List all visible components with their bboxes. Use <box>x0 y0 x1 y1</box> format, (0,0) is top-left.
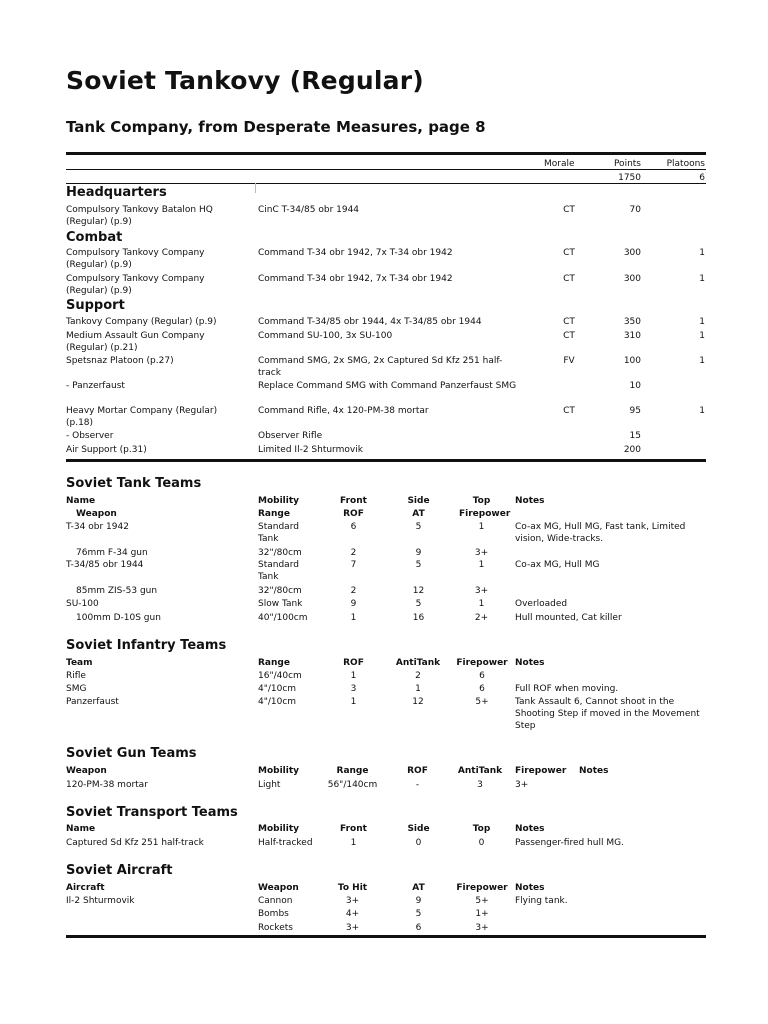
aircraft-header: Weapon <box>258 883 299 893</box>
transport-teams-cell: 0 <box>478 838 485 848</box>
gun-teams-header: Notes <box>579 766 609 776</box>
aircraft-cell: 3+ <box>345 923 360 933</box>
tank-teams-subheader: AT <box>412 509 425 519</box>
aircraft-cell: 1+ <box>475 909 489 919</box>
tank-teams-header: Notes <box>515 496 545 506</box>
gun-teams-header: AntiTank <box>457 766 503 776</box>
tank-teams-cell: T-34 obr 1942 <box>66 522 129 532</box>
tank-teams-subheader: Weapon <box>76 509 117 519</box>
unit-name: Heavy Mortar Company (Regular) (p.18) <box>66 406 218 428</box>
tank-teams-title: Soviet Tank Teams <box>66 476 202 491</box>
transport-teams-header: Notes <box>515 824 545 834</box>
aircraft-cell: 3+ <box>345 896 360 906</box>
tank-teams-header: Top <box>472 496 491 506</box>
tank-teams-cell: 16 <box>412 613 425 623</box>
unit-morale: CT <box>563 248 575 258</box>
infantry-teams-cell: 6 <box>479 671 485 681</box>
roster-end-rule <box>66 459 706 462</box>
aircraft-header: AT <box>412 883 425 893</box>
gun-teams-cell: 3 <box>477 780 483 790</box>
tank-teams-cell: 6 <box>350 522 357 532</box>
total-platoons: 6 <box>699 173 705 183</box>
unit-points: 100 <box>623 356 641 366</box>
tank-teams-subheader: Range <box>258 509 290 519</box>
infantry-teams-header: ROF <box>343 658 364 668</box>
tank-teams-cell: 1 <box>478 560 485 570</box>
tank-teams-cell: 3+ <box>474 586 489 596</box>
unit-name: Tankovy Company (Regular) (p.9) <box>66 317 217 327</box>
tank-teams-cell: T-34/85 obr 1944 <box>66 560 144 570</box>
unit-platoons: 1 <box>699 317 705 327</box>
tank-teams-header: Name <box>66 496 96 506</box>
tank-teams-subheader: ROF <box>343 509 364 519</box>
gun-teams-header: Firepower <box>515 766 567 776</box>
aircraft-cell: Bombs <box>258 909 289 919</box>
unit-morale: CT <box>563 331 575 341</box>
infantry-teams-cell: 4"/10cm <box>258 697 297 707</box>
aircraft-header: Firepower <box>456 883 508 893</box>
unit-platoons: 1 <box>699 406 705 416</box>
tank-teams-cell: 2+ <box>474 613 489 623</box>
unit-points: 200 <box>623 445 641 455</box>
tank-teams-cell: Hull mounted, Cat killer <box>515 613 622 623</box>
tank-teams-cell: Co-ax MG, Hull MG <box>515 560 600 570</box>
tank-teams-cell: 85mm ZIS-53 gun <box>76 586 158 596</box>
infantry-teams-cell: 1 <box>350 671 357 681</box>
infantry-teams-header: Team <box>66 658 93 668</box>
unit-points: 15 <box>629 431 641 441</box>
infantry-teams-cell: 3 <box>350 684 357 694</box>
aircraft-cell: Flying tank. <box>515 896 568 906</box>
page-subtitle: Tank Company, from Desperate Measures, page 8 <box>66 118 486 136</box>
unit-morale: CT <box>563 274 575 284</box>
unit-points: 10 <box>629 381 641 391</box>
unit-platoons: 1 <box>699 248 705 258</box>
gun-teams-cell: 56"/140cm <box>327 780 378 790</box>
gun-teams-title: Soviet Gun Teams <box>66 746 197 761</box>
infantry-teams-cell: 5+ <box>475 697 489 707</box>
tank-teams-cell: 40"/100cm <box>258 613 308 623</box>
infantry-teams-title: Soviet Infantry Teams <box>66 638 227 653</box>
unit-points: 310 <box>623 331 641 341</box>
unit-detail: Command T-34 obr 1942, 7x T-34 obr 1942 <box>258 274 453 284</box>
unit-name: Compulsory Tankovy Company (Regular) (p.9) <box>66 248 205 270</box>
tank-teams-cell: 2 <box>350 548 357 558</box>
tank-teams-header: Mobility <box>258 496 300 506</box>
infantry-teams-cell: SMG <box>66 684 87 694</box>
unit-morale: CT <box>563 205 575 215</box>
unit-name: - Panzerfaust <box>66 381 125 391</box>
unit-points: 300 <box>623 248 641 258</box>
unit-name: Compulsory Tankovy Company (Regular) (p.9) <box>66 274 205 296</box>
tank-teams-header: Side <box>407 496 430 506</box>
tank-teams-header: Front <box>340 496 367 506</box>
unit-detail: Observer Rifle <box>258 431 323 441</box>
unit-points: 300 <box>623 274 641 284</box>
aircraft-cell: 6 <box>415 923 422 933</box>
transport-teams-cell: Passenger-fired hull MG. <box>515 838 624 848</box>
transport-teams-cell: 1 <box>350 838 357 848</box>
tank-teams-cell: 76mm F-34 gun <box>76 548 148 558</box>
tank-teams-cell: Standard Tank <box>258 522 299 544</box>
section-heading-support: Support <box>66 298 125 313</box>
infantry-teams-cell: Full ROF when moving. <box>515 684 619 694</box>
gun-teams-header: Mobility <box>258 766 300 776</box>
unit-name: Spetsnaz Platoon (p.27) <box>66 356 174 366</box>
infantry-teams-header: Notes <box>515 658 545 668</box>
unit-morale: CT <box>563 317 575 327</box>
gun-teams-cell: Light <box>258 780 281 790</box>
infantry-teams-cell: 1 <box>350 697 357 707</box>
transport-teams-cell: Captured Sd Kfz 251 half-track <box>66 838 204 848</box>
section-heading-combat: Combat <box>66 230 123 245</box>
section-heading-headquarters: Headquarters <box>66 185 167 200</box>
unit-points: 70 <box>629 205 641 215</box>
header-platoons: Platoons <box>666 159 705 169</box>
transport-teams-cell: 0 <box>415 838 422 848</box>
unit-morale: FV <box>563 356 575 366</box>
infantry-teams-cell: 12 <box>412 697 424 707</box>
tank-teams-cell: Overloaded <box>515 599 568 609</box>
tank-teams-cell: 1 <box>478 522 485 532</box>
gun-teams-header: Range <box>336 766 369 776</box>
aircraft-title: Soviet Aircraft <box>66 863 173 878</box>
unit-name: Medium Assault Gun Company (Regular) (p.21) <box>66 331 205 353</box>
tank-teams-cell: 5 <box>415 560 422 570</box>
unit-points: 95 <box>629 406 641 416</box>
page-title: Soviet Tankovy (Regular) <box>66 66 424 95</box>
aircraft-header: To Hit <box>337 883 368 893</box>
infantry-teams-header: Range <box>258 658 290 668</box>
infantry-teams-cell: 1 <box>415 684 421 694</box>
gun-teams-cell: - <box>415 780 420 790</box>
header-divider <box>66 169 706 170</box>
tank-teams-cell: SU-100 <box>66 599 99 609</box>
infantry-teams-cell: Rifle <box>66 671 86 681</box>
tank-teams-subheader: Firepower <box>459 509 511 519</box>
infantry-teams-cell: Panzerfaust <box>66 697 119 707</box>
unit-detail: Command SU-100, 3x SU-100 <box>258 331 393 341</box>
aircraft-header: Notes <box>515 883 545 893</box>
aircraft-cell: 5 <box>415 909 422 919</box>
column-divider <box>255 183 256 193</box>
unit-detail: Limited Il-2 Shturmovik <box>258 445 363 455</box>
unit-points: 350 <box>623 317 641 327</box>
tank-teams-cell: 12 <box>412 586 425 596</box>
total-points: 1750 <box>618 173 641 183</box>
tank-teams-cell: Standard Tank <box>258 560 299 582</box>
tank-teams-cell: 1 <box>350 613 357 623</box>
transport-teams-title: Soviet Transport Teams <box>66 805 238 820</box>
unit-name: Air Support (p.31) <box>66 445 147 455</box>
bottom-rule <box>66 935 706 938</box>
unit-detail: Command T-34 obr 1942, 7x T-34 obr 1942 <box>258 248 453 258</box>
aircraft-cell: 9 <box>415 896 422 906</box>
header-points: Points <box>613 159 641 169</box>
aircraft-header: Aircraft <box>66 883 105 893</box>
tank-teams-cell: 3+ <box>474 548 489 558</box>
unit-platoons: 1 <box>699 331 705 341</box>
tank-teams-cell: 9 <box>415 548 422 558</box>
infantry-teams-header: Firepower <box>456 658 508 668</box>
unit-detail: Command SMG, 2x SMG, 2x Captured Sd Kfz 251 half-track <box>258 356 503 378</box>
aircraft-cell: Cannon <box>258 896 293 906</box>
header-morale: Morale <box>544 159 575 169</box>
aircraft-cell: 5+ <box>475 896 489 906</box>
transport-teams-header: Front <box>340 824 367 834</box>
totals-divider <box>66 183 706 184</box>
unit-detail: Replace Command SMG with Command Panzerfaust SMG <box>258 381 517 391</box>
tank-teams-cell: Slow Tank <box>258 599 303 609</box>
tank-teams-cell: 5 <box>415 522 422 532</box>
tank-teams-cell: 100mm D-10S gun <box>76 613 161 623</box>
unit-platoons: 1 <box>699 274 705 284</box>
unit-detail: Command Rifle, 4x 120-PM-38 mortar <box>258 406 429 416</box>
unit-detail: Command T-34/85 obr 1944, 4x T-34/85 obr 1944 <box>258 317 482 327</box>
infantry-teams-header: AntiTank <box>395 658 441 668</box>
tank-teams-cell: 1 <box>478 599 485 609</box>
tank-teams-cell: 32"/80cm <box>258 586 302 596</box>
tank-teams-cell: 5 <box>415 599 422 609</box>
unit-morale: CT <box>563 406 575 416</box>
aircraft-cell: Il-2 Shturmovik <box>66 896 135 906</box>
aircraft-cell: Rockets <box>258 923 293 933</box>
unit-name: - Observer <box>66 431 114 441</box>
tank-teams-cell: Co-ax MG, Hull MG, Fast tank, Limited vision, Wide-tracks. <box>515 522 686 544</box>
transport-teams-cell: Half-tracked <box>258 838 313 848</box>
gun-teams-cell: 120-PM-38 mortar <box>66 780 148 790</box>
unit-name: Compulsory Tankovy Batalon HQ (Regular) (p.9) <box>66 205 213 227</box>
infantry-teams-cell: 2 <box>415 671 421 681</box>
tank-teams-cell: 2 <box>350 586 357 596</box>
unit-platoons: 1 <box>699 356 705 366</box>
aircraft-cell: 4+ <box>345 909 360 919</box>
infantry-teams-cell: 16"/40cm <box>258 671 302 681</box>
tank-teams-cell: 32"/80cm <box>258 548 302 558</box>
gun-teams-cell: 3+ <box>515 780 529 790</box>
infantry-teams-cell: 6 <box>479 684 485 694</box>
infantry-teams-cell: 4"/10cm <box>258 684 297 694</box>
gun-teams-header: ROF <box>407 766 428 776</box>
transport-teams-header: Top <box>472 824 491 834</box>
transport-teams-header: Mobility <box>258 824 300 834</box>
unit-detail: CinC T-34/85 obr 1944 <box>258 205 360 215</box>
transport-teams-header: Side <box>407 824 430 834</box>
infantry-teams-cell: Tank Assault 6, Cannot shoot in the Shooting Step if moved in the Movement Step <box>515 697 700 731</box>
tank-teams-cell: 7 <box>350 560 357 570</box>
top-rule <box>66 152 706 155</box>
aircraft-cell: 3+ <box>475 923 489 933</box>
gun-teams-header: Weapon <box>66 766 107 776</box>
transport-teams-header: Name <box>66 824 96 834</box>
tank-teams-cell: 9 <box>350 599 357 609</box>
